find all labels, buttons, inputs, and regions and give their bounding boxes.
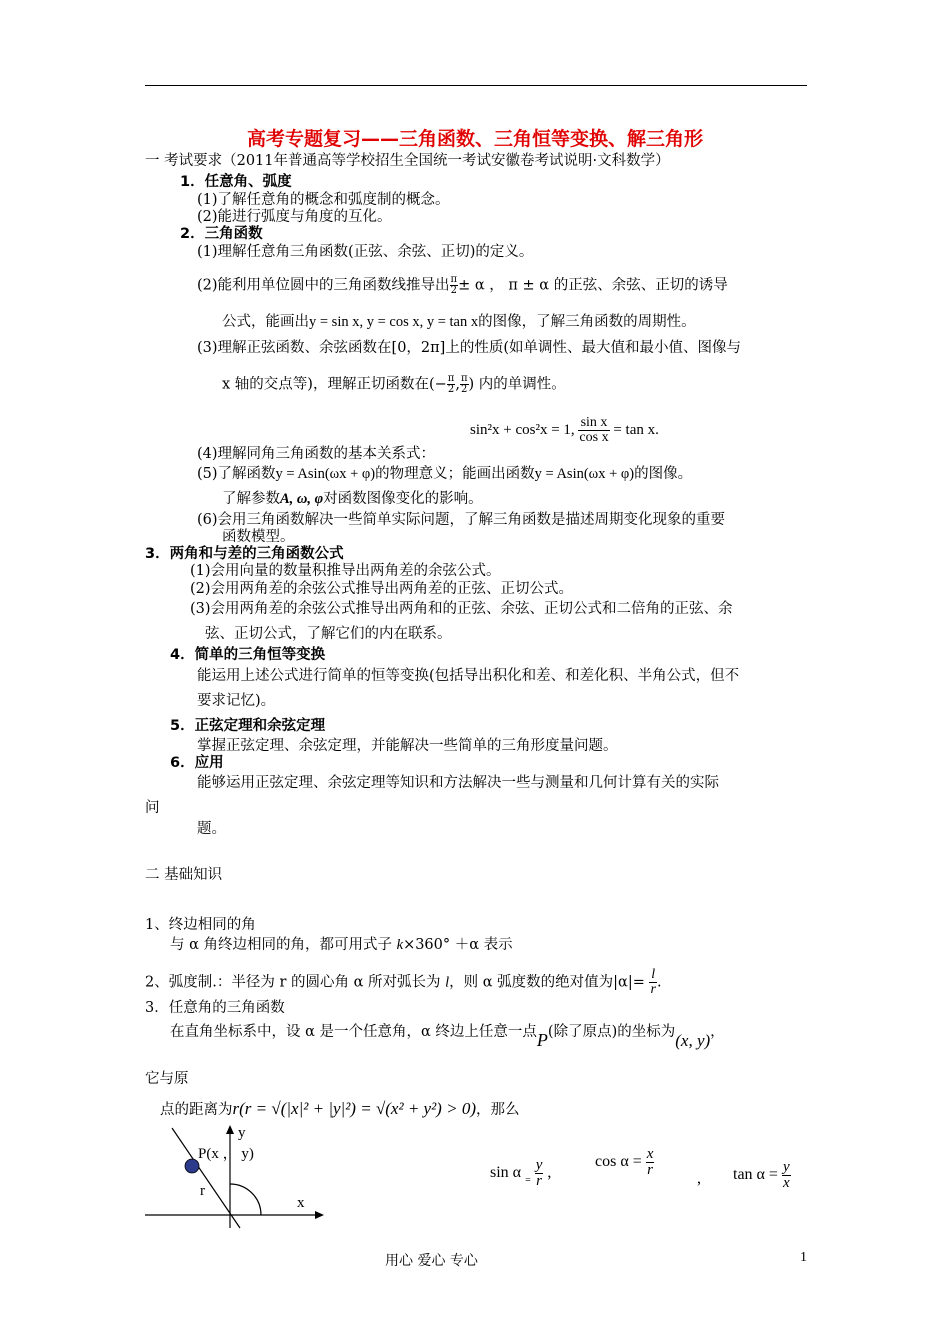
s2-item-4: (4)理解同角三角函数的基本关系式：	[197, 446, 436, 462]
s3-title: 3．两角和与差的三角函数公式	[145, 546, 344, 562]
point-P: P	[536, 1030, 548, 1050]
sin-definition: sin α $_=$ $\frac{y}{r}$ ,	[490, 1157, 552, 1189]
fraction-denominator: r	[650, 982, 656, 997]
s3-item-2: (2)会用两角差的余弦公式推导出两角差的正弦、正切公式。	[190, 581, 574, 597]
tan-definition	[733, 1160, 791, 1191]
pi-over-2-fraction	[460, 374, 469, 395]
fraction-denominator: x	[782, 1175, 790, 1191]
s4-para-2: 要求记忆)。	[197, 693, 276, 709]
point-p-label: P(x ， y)	[198, 1146, 254, 1162]
var-l: l	[445, 974, 450, 991]
k1-para	[170, 936, 513, 954]
s2-item-5-text-h: 对函数图像变化的影响。	[323, 491, 483, 507]
s2-item-2-text-c: 公式，能画出	[222, 314, 309, 330]
s1-item-2: (2)能进行弧度与角度的互化。	[197, 209, 392, 225]
section-2-heading: 二 基础知识	[145, 867, 223, 883]
s2-title: 2．三角函数	[180, 226, 263, 242]
s3-item-3: (3)会用两角差的余弦公式推导出两角和的正弦、余弦、正切公式和二倍角的正弦、余	[190, 601, 733, 617]
tan-identity: = tan x.	[613, 421, 659, 438]
s6-para-2: 问	[145, 800, 160, 816]
s2-item-2	[197, 275, 728, 296]
s2-item-5-text-c: 的物理意义；能画出函数	[375, 466, 535, 482]
angle-arc	[230, 1184, 261, 1215]
k2-para	[145, 968, 662, 997]
k3-para-2: 它与原	[145, 1071, 189, 1087]
k3-text-then: ，那么	[475, 1102, 520, 1118]
s1-title: 1．任意角、弧度	[180, 174, 292, 190]
sinusoid-formula: y = Asin(ωx + φ)	[534, 466, 635, 482]
fraction-numerator: sin x	[578, 416, 609, 431]
s2-item-5-cont	[222, 490, 483, 508]
point-p-marker	[185, 1159, 199, 1173]
fraction-denominator: 2	[450, 285, 458, 296]
parameters: A, ω, φ	[280, 491, 324, 507]
x-over-r-fraction	[646, 1147, 655, 1178]
fraction-numerator: π	[447, 373, 455, 384]
fraction-denominator: cos x	[579, 430, 609, 445]
separator-comma: ,	[697, 1170, 701, 1187]
fraction-denominator: 2	[447, 384, 455, 395]
s5-title: 5．正弦定理和余弦定理	[170, 718, 326, 734]
var-k: k	[396, 937, 404, 953]
s1-item-1: (1)了解任意角的概念和弧度制的概念。	[197, 192, 450, 208]
fraction-numerator: y	[535, 1157, 543, 1173]
s4-title: 4．简单的三角恒等变换	[170, 647, 326, 663]
s6-title: 6．应用	[170, 755, 224, 771]
y-axis-arrow-icon	[226, 1125, 234, 1134]
coordinates: (x, y)	[675, 1031, 711, 1050]
s2-item-2-text-e: 的图像，了解三角函数的周期性。	[478, 314, 696, 330]
k3-text-c: 点的距离为	[160, 1102, 233, 1118]
pi-over-2-fraction	[450, 275, 459, 296]
period: .	[656, 974, 662, 991]
fraction-denominator: 2	[461, 384, 468, 395]
fraction-denominator: r	[536, 1173, 542, 1189]
fraction-numerator: l	[651, 967, 656, 982]
k3-title: 3．任意角的三角函数	[145, 1000, 285, 1016]
tan-label: tan α =	[733, 1166, 778, 1184]
k3-para-1	[170, 1021, 725, 1050]
k3-text-b: (除了原点)的坐标为	[547, 1024, 676, 1040]
page-number: 1	[800, 1250, 807, 1265]
unit-circle-figure	[140, 1120, 330, 1230]
k1-text-b: ×360° ＋α 表示	[403, 937, 513, 953]
pythagorean-identity: sin²x + cos²x = 1,	[470, 421, 575, 438]
s5-para-1: 掌握正弦定理、余弦定理，并能解决一些简单的三角形度量问题。	[197, 738, 618, 754]
sinusoid-formula: y = Asin(ωx + φ)	[275, 466, 376, 482]
distance-formula: r(r = √(|x|² + |y|²) = √(x² + y²) > 0)	[232, 1099, 476, 1118]
comma: ，	[710, 1024, 725, 1040]
radius-label: r	[200, 1183, 205, 1199]
y-axis-label: y	[238, 1125, 246, 1141]
identity-formula	[470, 416, 659, 445]
cos-label: cos α =	[595, 1153, 642, 1171]
s2-item-6: (6)会用三角函数解决一些简单实际问题，了解三角函数是描述周期变化现象的重要	[197, 512, 726, 528]
s2-item-1: (1)理解任意角三角函数(正弦、余弦、正切)的定义。	[197, 244, 534, 260]
s2-item-6-cont: 函数模型。	[222, 529, 295, 545]
fraction-numerator: π	[460, 373, 468, 384]
k3-text-a: 在直角坐标系中，设 α 是一个任意角，α 终边上任意一点	[170, 1024, 537, 1040]
footer-motto: 用心 爱心 专心	[385, 1253, 478, 1269]
header-rule	[145, 85, 807, 86]
x-axis-arrow-icon	[315, 1211, 324, 1219]
s3-item-3-cont: 弦、正切公式，了解它们的内在联系。	[205, 626, 452, 642]
fraction-numerator: y	[782, 1159, 790, 1175]
x-axis-label: x	[297, 1195, 305, 1211]
s2-item-3-cont	[222, 374, 566, 395]
y-over-x-fraction	[782, 1160, 791, 1191]
cos-definition	[595, 1147, 654, 1178]
s3-item-1: (1)会用向量的数量积推导出两角差的余弦公式。	[190, 563, 501, 579]
k2-text-a: 2、弧度制.：半径为 r 的圆心角 α 所对弧长为	[145, 974, 446, 991]
s2-item-2-cont	[222, 313, 696, 331]
k1-title: 1、终边相同的角	[145, 917, 256, 933]
s2-item-3-text-d: ) 内的单调性。	[468, 376, 566, 393]
l-over-r-fraction	[649, 968, 656, 997]
s2-item-5-text-a: (5)了解函数	[197, 466, 276, 482]
s2-item-3: (3)理解正弦函数、余弦函数在[0，2π]上的性质(如单调性、最大值和最小值、图像与	[197, 340, 741, 356]
s2-item-5-text-e: 的图像。	[634, 466, 693, 482]
s2-item-2-text-a: (2)能利用单位圆中的三角函数线推导出	[197, 277, 450, 294]
page-title: 高考专题复习——三角函数、三角恒等变换、解三角形	[246, 128, 703, 150]
section-1-heading: 一 考试要求（2011年普通高等学校招生全国统一考试安徽卷考试说明·文科数学）	[145, 153, 670, 169]
k2-text-b: ，则 α 弧度数的绝对值为|α|=	[449, 974, 645, 991]
k3-para-3	[160, 1100, 519, 1119]
fraction-denominator: r	[647, 1162, 653, 1178]
y-over-r-fraction	[535, 1158, 544, 1189]
s2-item-2-text-b: ± α ， π ± α 的正弦、余弦、正切的诱导	[458, 277, 728, 294]
k1-text-a: 与 α 角终边相同的角，都可用式子	[170, 937, 397, 953]
fraction-numerator: π	[450, 274, 458, 285]
s2-item-3-text-b: x 轴的交点等)，理解正切函数在(−	[222, 376, 447, 393]
comma: ,	[455, 376, 460, 393]
s6-para-1: 能够运用正弦定理、余弦定理等知识和方法解决一些与测量和几何计算有关的实际	[197, 775, 719, 791]
s2-item-5	[197, 465, 692, 483]
sin-label: sin α	[490, 1164, 522, 1182]
s6-para-3: 题。	[197, 821, 226, 837]
equals-sign: =	[525, 1175, 531, 1187]
trig-functions-formula: y = sin x, y = cos x, y = tan x	[309, 314, 479, 330]
sin-over-cos-fraction	[578, 416, 609, 445]
fraction-numerator: x	[646, 1146, 654, 1162]
s2-item-5-text-f: 了解参数	[222, 491, 280, 507]
s4-para-1: 能运用上述公式进行简单的恒等变换(包括导出积化和差、和差化积、半角公式，但不	[197, 668, 740, 684]
